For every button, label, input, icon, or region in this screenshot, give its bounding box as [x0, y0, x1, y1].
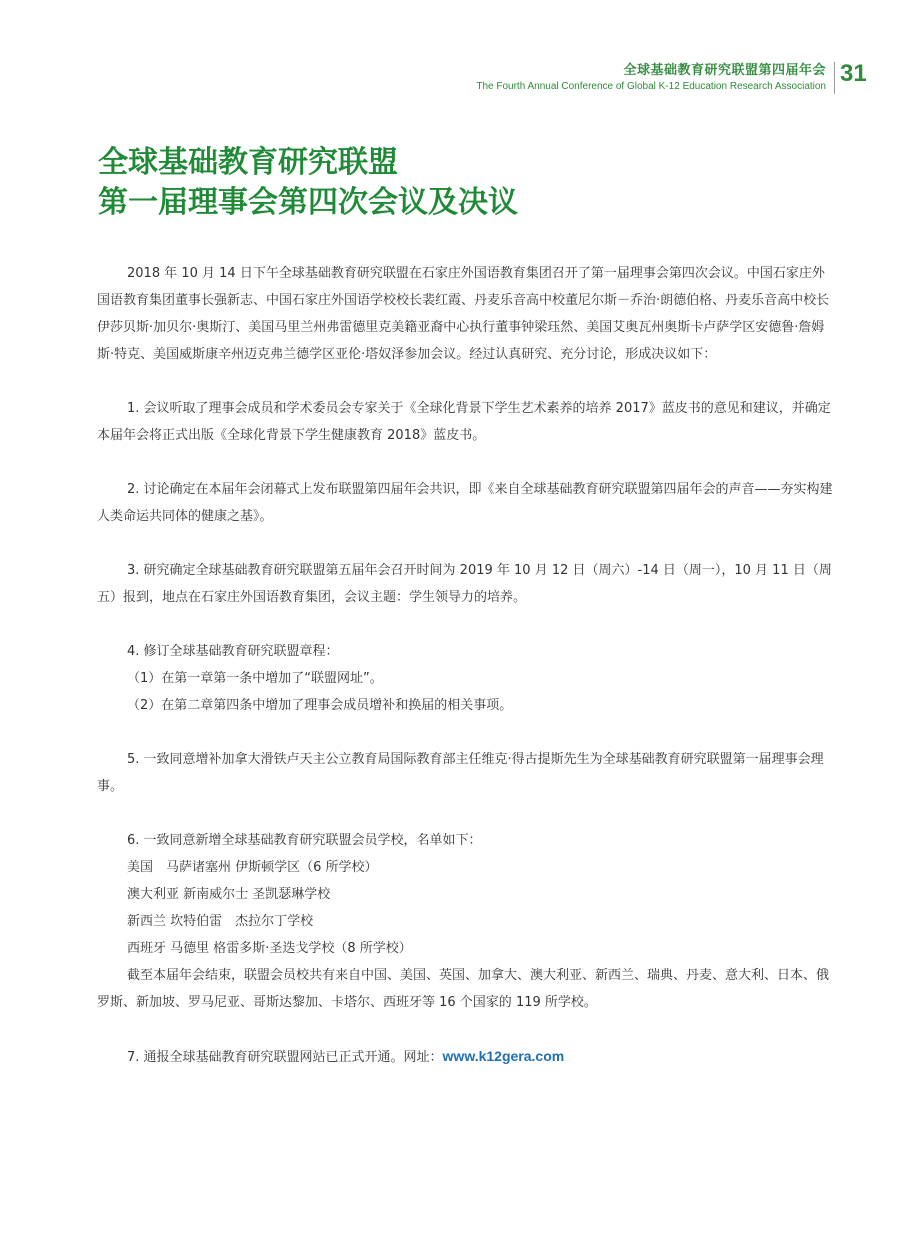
member-school-new-zealand: 新西兰 坎特伯雷 杰拉尔丁学校	[127, 914, 314, 929]
member-school-australia: 澳大利亚 新南威尔士 圣凯瑟琳学校	[127, 887, 331, 902]
page-title	[98, 143, 518, 223]
page-title-line1: 全球基础教育研究联盟	[98, 145, 398, 180]
header-title-en: The Fourth Annual Conference of Global K-12 Education Research Association	[476, 81, 826, 92]
page-number: 31	[840, 60, 867, 87]
resolution-4-heading: 4. 修订全球基础教育研究联盟章程：	[127, 644, 339, 659]
resolution-7	[97, 1043, 837, 1071]
resolution-5: 5. 一致同意增补加拿大滑铁卢天主公立教育局国际教育部主任维克·得古提斯先生为全球基础教育研究联盟第一届理事会理事。	[97, 752, 824, 794]
resolution-4-sub-2: （2）在第二章第四条中增加了理事会成员增补和换届的相关事项。	[127, 698, 513, 713]
page-title-line2: 第一届理事会第四次会议及决议	[98, 185, 518, 220]
resolution-7-text: 7. 通报全球基础教育研究联盟网站已正式开通。网址：	[127, 1050, 443, 1065]
intro-paragraph: 2018 年 10 月 14 日下午全球基础教育研究联盟在石家庄外国语教育集团召开了第一届理事会第四次会议。中国石家庄外国语教育集团董事长强新志、中国石家庄外国语学校校长裴红霞、丹麦乐音高中校董尼尔斯－乔治·朗德伯格、丹麦乐音高中校长伊莎贝斯·加贝尔·奥斯汀、美国马里兰州弗雷德里克美籍亚裔中心执行董事钟梁珏然、美国艾奥瓦州奥斯卡卢萨学区安德鲁·詹姆斯·特克、美国威斯康辛州迈克弗兰德学区亚伦·塔奴泽参加会议。经过认真研究、充分讨论，形成决议如下：	[97, 266, 830, 362]
resolution-1: 1. 会议听取了理事会成员和学术委员会专家关于《全球化背景下学生艺术素养的培养 2017》蓝皮书的意见和建议，并确定本届年会将正式出版《全球化背景下学生健康教育 2018》蓝皮书。	[97, 401, 831, 443]
header-title-cn: 全球基础教育研究联盟第四届年会	[623, 63, 826, 78]
member-school-spain: 西班牙 马德里 格雷多斯·圣迭戈学校（8 所学校）	[127, 941, 412, 956]
resolution-4-sub-1: （1）在第一章第一条中增加了“联盟网址”。	[127, 671, 383, 686]
header-divider	[834, 62, 835, 94]
resolution-6-heading: 6. 一致同意新增全球基础教育研究联盟会员学校，名单如下：	[127, 833, 482, 848]
running-header	[476, 62, 826, 94]
resolution-3: 3. 研究确定全球基础教育研究联盟第五届年会召开时间为 2019 年 10 月 12 日（周六）-14 日（周一），10 月 11 日（周五）报到，地点在石家庄外国语教育集团，会议主题：学生领导力的培养。	[97, 563, 832, 605]
member-summary: 截至本届年会结束，联盟会员校共有来自中国、美国、英国、加拿大、澳大利亚、新西兰、瑞典、丹麦、意大利、日本、俄罗斯、新加坡、罗马尼亚、哥斯达黎加、卡塔尔、西班牙等 16 个国家的 119 所学校。	[97, 968, 830, 1010]
resolution-2: 2. 讨论确定在本届年会闭幕式上发布联盟第四届年会共识，即《来自全球基础教育研究联盟第四届年会的声音——夯实构建人类命运共同体的健康之基》。	[97, 482, 833, 524]
website-link[interactable]: www.k12gera.com	[442, 1048, 565, 1064]
member-school-us: 美国 马萨诸塞州 伊斯顿学区（6 所学校）	[127, 860, 378, 875]
article-body	[97, 260, 837, 1071]
